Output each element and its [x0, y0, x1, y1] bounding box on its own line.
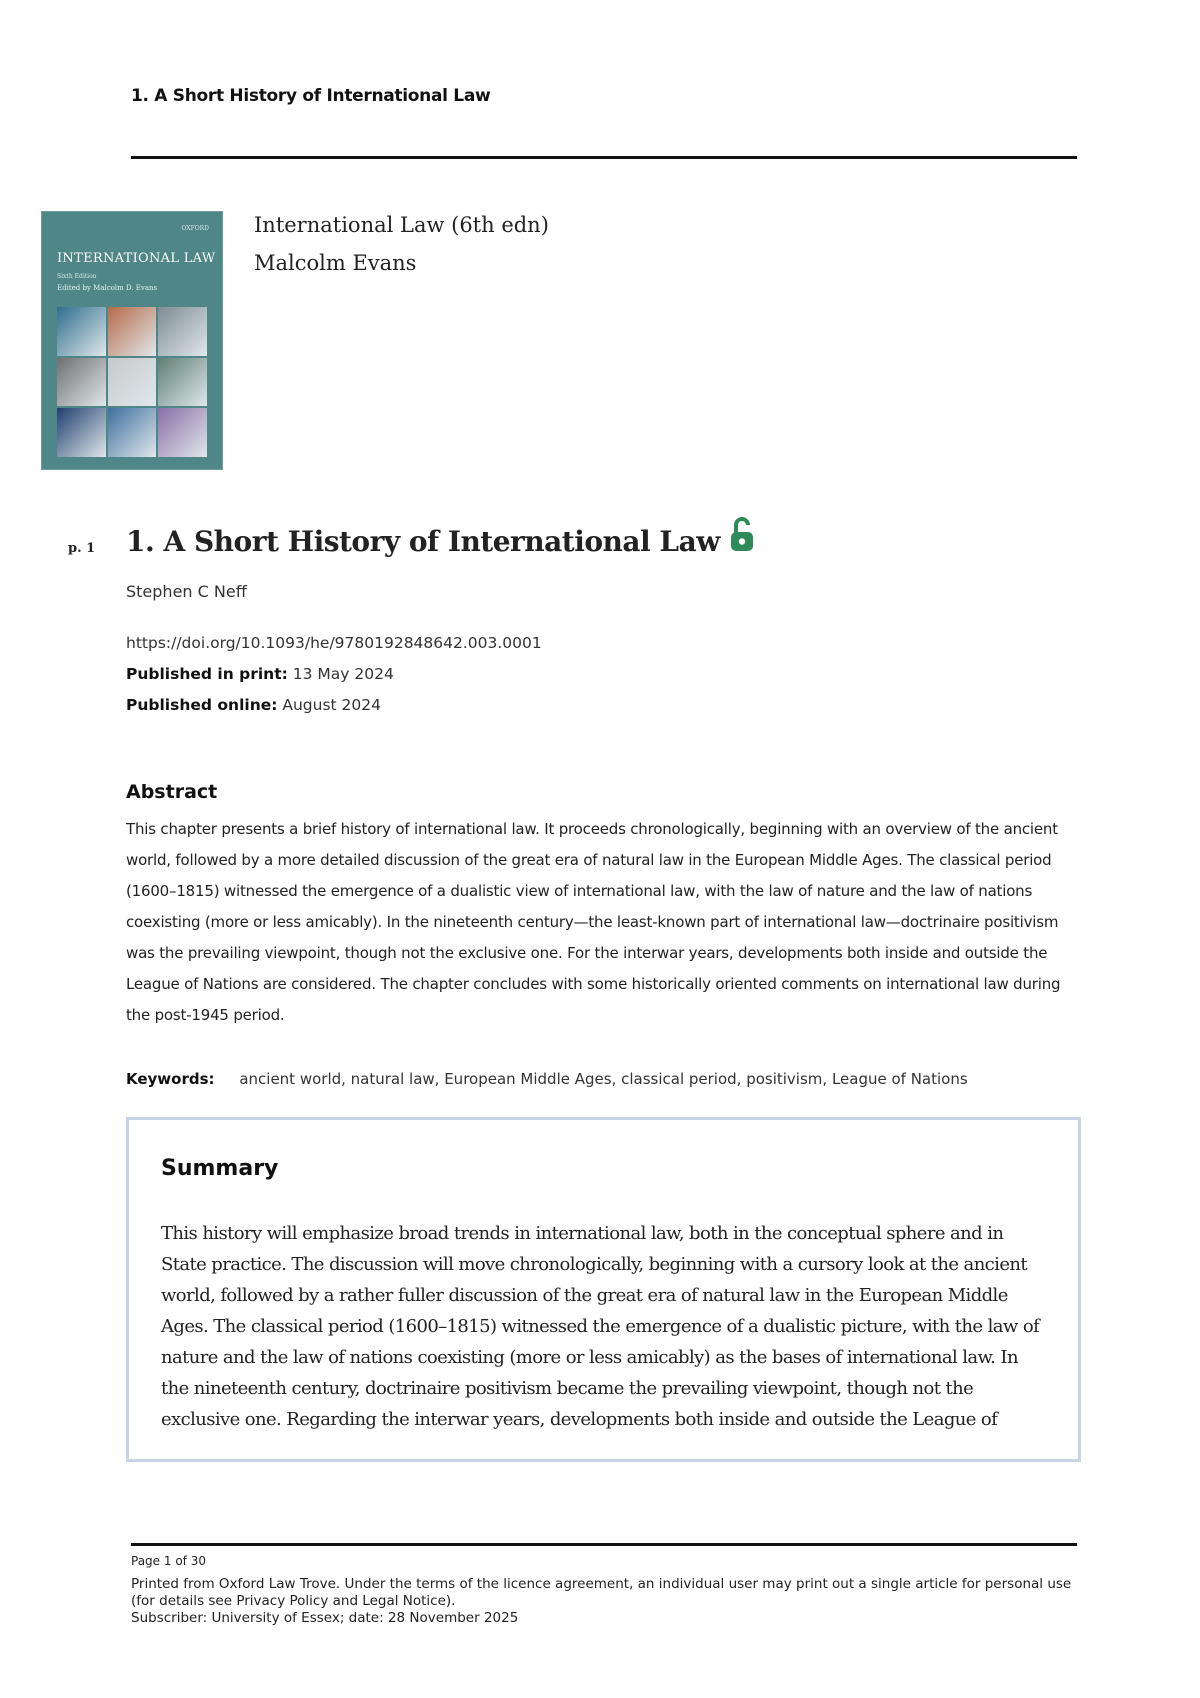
summary-heading: Summary	[161, 1156, 279, 1181]
cover-publisher: OXFORD	[181, 225, 209, 232]
page-number: Page 1 of 30	[131, 1554, 206, 1568]
keywords	[126, 1070, 968, 1088]
cover-photo-tile	[158, 408, 207, 457]
book-cover-image[interactable]	[41, 211, 223, 470]
running-head: 1. A Short History of International Law	[131, 86, 491, 106]
footer-licence-text: Printed from Oxford Law Trove. Under the terms of the licence agreement, an individual user may print out a single article for personal use (for details see Privacy Policy and Legal Notice).	[131, 1576, 1076, 1609]
doi-link[interactable]: https://doi.org/10.1093/he/9780192848642.003.0001	[126, 634, 542, 652]
book-editor: Malcolm Evans	[254, 251, 417, 275]
keywords-value: ancient world, natural law, European Middle Ages, classical period, positivism, League of Nations	[239, 1070, 968, 1088]
footer-subscriber-text: Subscriber: University of Essex; date: 28 November 2025	[131, 1610, 519, 1626]
footer-notice	[131, 1576, 1081, 1627]
cover-photo-tile	[57, 307, 106, 356]
published-online-value: August 2024	[282, 696, 381, 714]
chapter-author[interactable]: Stephen C Neff	[126, 582, 247, 601]
book-title[interactable]: International Law (6th edn)	[254, 213, 549, 237]
summary-box	[126, 1117, 1081, 1462]
page-marker: p. 1	[68, 541, 96, 556]
cover-photo-grid	[57, 307, 207, 457]
chapter-title	[126, 523, 754, 559]
summary-text: This history will emphasize broad trends in international law, both in the conceptual sphere and in State practice. The discussion will move chronologically, beginning with a cursory look at the ancient world, followed by a rather fuller discussion of the great era of natural law in the European Middle Ages. The classical period (1600–1815) witnessed the emergence of a dualistic picture, with the law of nature and the law of nations coexisting (more or less amicably) as the bases of international law. In the nineteenth century, doctrinaire positivism became the prevailing viewpoint, though not the exclusive one. Regarding the interwar years, developments both inside and outside the League of	[161, 1223, 1040, 1430]
cover-photo-tile	[158, 307, 207, 356]
cover-edition: Sixth Edition	[57, 273, 97, 280]
cover-photo-tile	[57, 408, 106, 457]
cover-photo-tile	[108, 408, 157, 457]
published-in-print-value: 13 May 2024	[292, 665, 394, 683]
cover-photo-tile	[108, 307, 157, 356]
footer-divider	[131, 1543, 1077, 1546]
cover-photo-tile	[57, 358, 106, 407]
open-access-lock-icon	[730, 517, 754, 553]
abstract-heading: Abstract	[126, 781, 218, 803]
published-in-print-label: Published in print:	[126, 665, 288, 683]
header-divider	[131, 156, 1077, 159]
cover-photo-tile	[108, 358, 157, 407]
cover-editor: Edited by Malcolm D. Evans	[57, 284, 158, 292]
chapter-title-text: 1. A Short History of International Law	[126, 524, 720, 558]
keywords-label: Keywords:	[126, 1070, 215, 1088]
published-online	[126, 696, 381, 714]
abstract-text: This chapter presents a brief history of international law. It proceeds chronologically, beginning with an overview of the ancient world, followed by a more detailed discussion of the great era of natural law in the European Middle Ages. The classical period (1600–1815) witnessed the emergence of a dualistic view of international law, with the law of nature and the law of nations coexisting (more or less amicably). In the nineteenth century—the least-known part of international law—doctrinaire positivism was the prevailing viewpoint, though not the exclusive one. For the interwar years, developments both inside and outside the League of Nations are considered. The chapter concludes with some historically oriented comments on international law during the post-1945 period.	[126, 820, 1061, 1024]
published-in-print	[126, 665, 394, 683]
cover-photo-tile	[158, 358, 207, 407]
published-online-label: Published online:	[126, 696, 278, 714]
cover-title: INTERNATIONAL LAW	[57, 251, 216, 266]
